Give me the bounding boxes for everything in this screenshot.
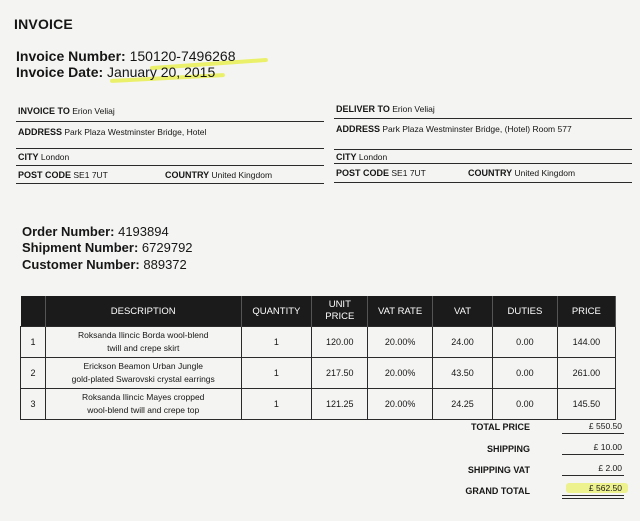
row-duties: 0.00 — [493, 389, 557, 420]
deliver-to-city-label: CITY — [336, 152, 357, 162]
invoice-to-city-line — [18, 152, 69, 162]
invoice-to-city-label: CITY — [18, 152, 39, 162]
col-header-vat: VAT — [432, 296, 492, 327]
invoice-title: INVOICE — [14, 16, 73, 32]
shipment-number — [22, 240, 193, 255]
deliver-to-name-line — [336, 104, 435, 114]
row-description-line2: gold-plated Swarovski crystal earrings — [71, 374, 215, 384]
grand-total-label: GRAND TOTAL — [465, 486, 530, 496]
row-vat: 24.25 — [432, 389, 492, 420]
row-vat: 24.00 — [432, 327, 492, 358]
row-index: 1 — [21, 327, 46, 358]
customer-number-value: 889372 — [143, 257, 187, 272]
divider — [562, 433, 624, 434]
row-description-line1: Roksanda Ilincic Mayes cropped — [82, 392, 205, 402]
col-header-description: DESCRIPTION — [45, 296, 241, 327]
divider — [16, 121, 324, 122]
deliver-to-postcode-label: POST CODE — [336, 168, 390, 178]
shipment-number-value: 6729792 — [141, 240, 193, 255]
divider — [16, 165, 324, 166]
shipping-value: £ 10.00 — [593, 442, 622, 452]
col-header-price: PRICE — [557, 296, 615, 327]
shipping-label: SHIPPING — [486, 444, 530, 454]
row-description-line2: twill and crepe skirt — [107, 343, 180, 353]
deliver-to-postcode: SE1 7UT — [391, 168, 426, 178]
order-number — [22, 224, 169, 239]
customer-number — [22, 257, 187, 272]
invoice-to-address: Park Plaza Westminster Bridge, Hotel — [64, 127, 207, 137]
deliver-to-name: Erion Veliaj — [392, 104, 435, 114]
divider — [16, 183, 324, 184]
deliver-to-city: London — [358, 152, 388, 162]
table-header-row — [21, 296, 616, 327]
row-unit-price: 217.50 — [312, 358, 368, 389]
row-quantity: 1 — [241, 358, 312, 389]
table-row — [21, 327, 616, 358]
row-vat: 43.50 — [432, 358, 492, 389]
divider — [562, 475, 624, 476]
row-vat-rate: 20.00% — [368, 358, 432, 389]
row-duties: 0.00 — [493, 358, 557, 389]
row-unit-price: 121.25 — [312, 389, 368, 420]
row-unit-price: 120.00 — [312, 327, 368, 358]
row-price: 261.00 — [557, 358, 615, 389]
invoice-to-postcode-label: POST CODE — [18, 170, 72, 180]
row-vat-rate: 20.00% — [368, 389, 432, 420]
deliver-to-city-line — [336, 152, 387, 162]
invoice-to-country: United Kingdom — [211, 170, 273, 180]
divider — [562, 498, 624, 499]
divider — [334, 149, 632, 150]
col-header-index — [21, 296, 46, 327]
invoice-date-value: January 20, 2015 — [107, 64, 216, 80]
shipping-vat-label: SHIPPING VAT — [467, 465, 530, 475]
invoice-to-name-line — [18, 106, 115, 116]
row-description — [45, 327, 241, 358]
customer-number-label: Customer Number: — [22, 257, 140, 272]
invoice-to-city: London — [40, 152, 70, 162]
invoice-to-postcode: SE1 7UT — [73, 170, 108, 180]
row-duties: 0.00 — [493, 327, 557, 358]
row-quantity: 1 — [241, 389, 312, 420]
row-price: 145.50 — [557, 389, 615, 420]
deliver-to-label: DELIVER TO — [336, 104, 390, 114]
row-description-line1: Erickson Beamon Urban Jungle — [83, 361, 203, 371]
row-quantity: 1 — [241, 327, 312, 358]
invoice-to-name: Erion Veliaj — [72, 106, 115, 116]
invoice-to-country-label: COUNTRY — [165, 170, 210, 180]
divider — [334, 163, 632, 164]
invoice-to-country-line — [165, 170, 272, 180]
col-header-unit-price — [312, 296, 368, 327]
deliver-to-address: Park Plaza Westminster Bridge, (Hotel) Room 577 — [382, 124, 572, 134]
row-index: 3 — [21, 389, 46, 420]
order-number-value: 4193894 — [118, 224, 169, 239]
invoice-date — [16, 64, 215, 80]
shipping-vat-value: £ 2.00 — [598, 463, 622, 473]
col-header-quantity: QUANTITY — [241, 296, 312, 327]
items-table — [20, 296, 616, 420]
table-row — [21, 389, 616, 420]
invoice-to-label: INVOICE TO — [18, 106, 70, 116]
deliver-to-country-line — [468, 168, 575, 178]
unit-price-line1: UNIT — [328, 299, 351, 310]
deliver-to-country-label: COUNTRY — [468, 168, 513, 178]
invoice-date-label: Invoice Date: — [16, 64, 104, 80]
divider — [16, 148, 324, 149]
unit-price-line2: PRICE — [325, 311, 355, 322]
table-row — [21, 358, 616, 389]
invoice-to-postcode-line — [18, 170, 108, 180]
invoice-number-label: Invoice Number: — [16, 48, 126, 64]
deliver-to-address-line — [336, 123, 618, 136]
row-description — [45, 358, 241, 389]
shipment-number-label: Shipment Number: — [22, 240, 139, 255]
order-number-label: Order Number: — [22, 224, 115, 239]
invoice-number-value: 150120-7496268 — [129, 48, 236, 64]
divider — [562, 495, 624, 496]
divider — [562, 454, 624, 455]
deliver-to-country: United Kingdom — [514, 168, 576, 178]
row-vat-rate: 20.00% — [368, 327, 432, 358]
deliver-to-postcode-line — [336, 168, 426, 178]
invoice-to-address-line — [18, 127, 206, 137]
row-price: 144.00 — [557, 327, 615, 358]
row-description-line2: wool-blend twill and crepe top — [87, 405, 200, 415]
divider — [334, 118, 632, 119]
invoice-number — [16, 48, 235, 64]
row-description — [45, 389, 241, 420]
col-header-vat-rate: VAT RATE — [368, 296, 432, 327]
row-index: 2 — [21, 358, 46, 389]
col-header-duties: DUTIES — [493, 296, 557, 327]
divider — [334, 182, 632, 183]
total-price-value: £ 550.50 — [588, 421, 622, 431]
grand-total-value: £ 562.50 — [588, 483, 622, 493]
total-price-label: TOTAL PRICE — [470, 422, 530, 432]
deliver-to-address-label: ADDRESS — [336, 124, 381, 134]
row-description-line1: Roksanda Ilincic Borda wool-blend — [78, 330, 209, 340]
invoice-to-address-label: ADDRESS — [18, 127, 63, 137]
